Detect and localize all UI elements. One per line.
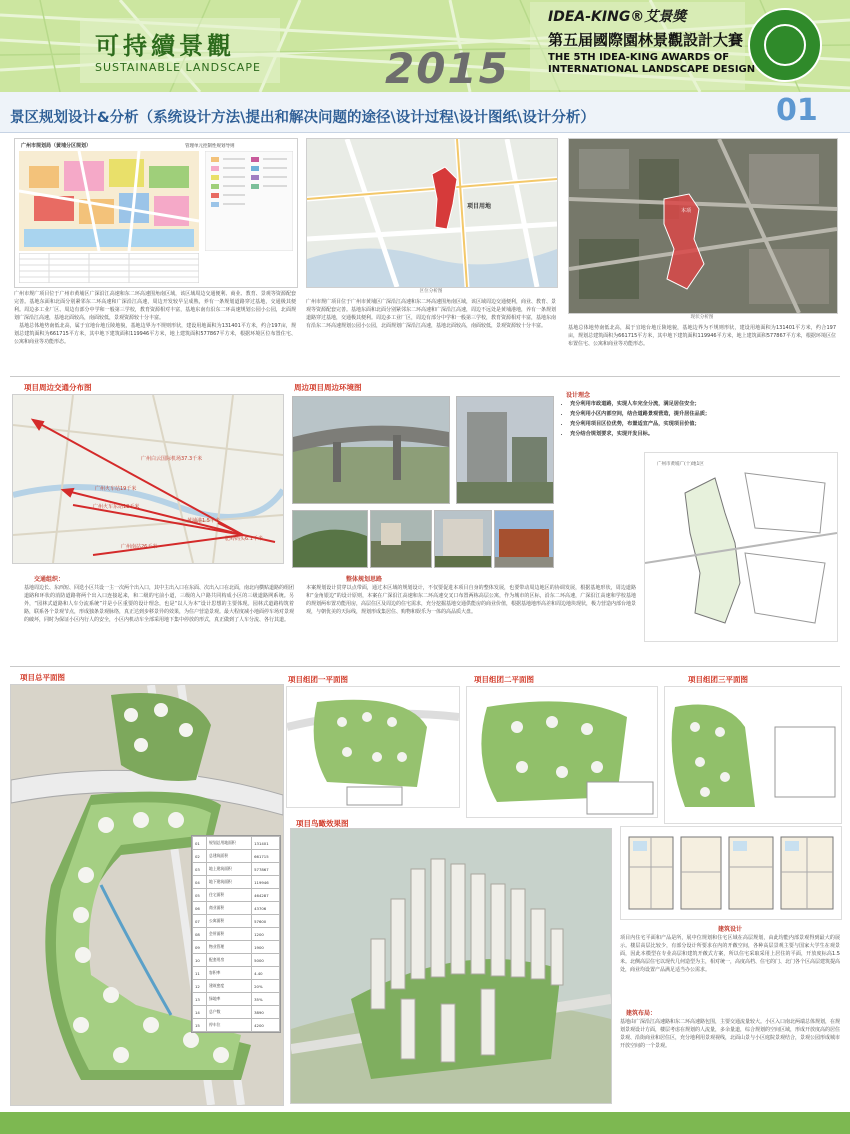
item-value-cell: 1900 xyxy=(252,941,280,954)
table-row xyxy=(193,889,280,902)
aerial-view-title: 项目鸟瞰效果图 xyxy=(296,819,349,828)
overall-planning-text: 本案规划设计贯穿以点带面，通过本区域的规划设计，不仅要促进本项目自身的整体发展，也要带动周边地区的协调发展，根据基地形状，周边道路和“金角银边”的设计原则，本案在广深沿江高速和东二环高速交叉口布置两栋高层公寓，作为城市的区标，沿东二环高速，广深沿江高速和学校基地的规划两布置功能用房，高层住区及周边的住宅需求，充分挖掘基地交通供能房的商业价值，根据基地地形高差和周边地块现状，极力营造内部台地景观，与朝优美的天际线，规划形成集居住、购物和娱乐为一体的高品质大盘。 xyxy=(306,585,637,615)
unit-floor-plans xyxy=(620,826,842,920)
phase1-plan-graphic xyxy=(287,687,459,807)
building-layout-text: 基地由广深沿江高速路和东二环高速路包围，主要交通流量较大。小区入口南北两端总体规划，在规划景观设计方面，楼层考虑在规划的人流量，多余量道，综合规划的空间区域，形成开放度高的居住景观、沿街商业和居住区，充分地利用景观视线，北面山景与小区庭院景观结合，景观公园形成城市开放空间的一个景观。 xyxy=(620,1019,841,1049)
traffic-org-heading: 交通组织： xyxy=(34,576,65,583)
item-value-cell: 43706 xyxy=(252,902,280,915)
row-index-cell: 03 xyxy=(193,863,207,876)
phase3-plan-graphic xyxy=(665,687,841,823)
site-layout-map xyxy=(644,452,838,642)
item-name-cell: 地上建筑面积 xyxy=(207,863,252,876)
phase1-plan-map xyxy=(286,686,460,808)
distance-label-port: 黄埔港1.5千米 xyxy=(187,518,220,524)
concept-item: • 充分利用小区内部空间，结合道路景观营造，提升居住品质； xyxy=(570,410,850,417)
photo-hillside xyxy=(292,510,368,568)
phase2-plan-graphic xyxy=(467,687,657,817)
table-row xyxy=(193,850,280,863)
brand-title-en: SUSTAINABLE LANDSCAPE xyxy=(95,61,261,74)
row-index-cell: 10 xyxy=(193,954,207,967)
page-number: 01 xyxy=(776,93,818,128)
zoning-plan-title: 广州市规划局（黄埔分区规划） xyxy=(21,143,92,149)
table-row xyxy=(193,1019,280,1032)
photo-building xyxy=(456,396,554,504)
table-row xyxy=(193,915,280,928)
row-index-cell: 13 xyxy=(193,993,207,1006)
table-row xyxy=(193,837,280,850)
row-index-cell: 15 xyxy=(193,1019,207,1032)
item-name-cell: 物业管理 xyxy=(207,941,252,954)
concept-item: • 充分结合规划要求，实现开发目标。 xyxy=(570,430,850,437)
phase2-plan-map xyxy=(466,686,658,818)
table-row xyxy=(193,928,280,941)
footer-bar xyxy=(0,1112,850,1134)
item-value-cell: 577867 xyxy=(252,863,280,876)
site-status-map xyxy=(568,138,838,314)
master-plan-title: 项目总平面图 xyxy=(20,673,65,682)
item-value-cell: 4.40 xyxy=(252,967,280,980)
building-layout-heading: 建筑布局： xyxy=(626,1010,657,1017)
page-title: 景区规划设计&分析（系统设计方法\提出和解决问题的途径\设计过程\设计图纸\设计分析） xyxy=(10,110,595,126)
row-index-cell: 11 xyxy=(193,967,207,980)
site-status-label: 本项 xyxy=(681,208,692,214)
master-plan-data-table xyxy=(192,836,280,1032)
row-index-cell: 06 xyxy=(193,902,207,915)
distance-label-east-station: 广州火车东站12千米 xyxy=(93,504,140,510)
design-concept-title: 设计理念 xyxy=(566,392,591,399)
item-value-cell: 5000 xyxy=(252,954,280,967)
phase3-plan-map xyxy=(664,686,842,824)
phase1-plan-title: 项目组团一平面图 xyxy=(288,675,348,684)
row-index-cell: 12 xyxy=(193,980,207,993)
item-name-cell: 商业面积 xyxy=(207,902,252,915)
item-name-cell: 绿地率 xyxy=(207,993,252,1006)
zoning-legend xyxy=(205,151,293,251)
item-value-cell: 35% xyxy=(252,993,280,1006)
traffic-distribution-map xyxy=(12,394,284,564)
photo-warehouse xyxy=(494,510,554,568)
aerial-rendering-graphic xyxy=(291,829,611,1103)
floor-plans-graphic xyxy=(621,827,841,919)
divider-2 xyxy=(10,666,840,667)
table-row xyxy=(193,1006,280,1019)
environment-photos-title: 周边项目周边环境图 xyxy=(294,383,362,392)
overall-planning-heading: 整体规划思路 xyxy=(346,576,383,583)
item-value-cell: 119946 xyxy=(252,876,280,889)
award-emblem-icon xyxy=(748,8,822,82)
row1-left-text: 广州市规广项目位于广州市黄埔区广深沿江高速和东二环高速围角南区域，该区域周边交通便利、商业、教育、景观等资源配套完善。基地东面和北面分别紧邻东二环高速和广深沿江高速，周边开发较早呈成熟，养有一条规划道路穿过基地，交通极其便利。周边多工业厂区、周边有部分中学和一般第三学校，教育资源相对丰富，基地东南有沿东二环高速规划公园小公园，北面规划广深沿江高速，基地北面较高，南面较低，景观资源较十分丰富。 基地总体地势南低北高，属于宜地台地丘陵地貌，基地边界为不规则形状，建设用地面积为131401平方米，约合197亩，规划总建筑面积为661715平方米，其中地下建筑面积119946平方米，地上建筑面积577867平方米，根据环境区位布置住宅、公寓和商业等功能形态。 xyxy=(14,291,296,345)
architecture-design-heading: 建筑设计 xyxy=(718,926,743,933)
table-row xyxy=(193,993,280,1006)
table-row xyxy=(193,876,280,889)
item-value-cell: 661715 xyxy=(252,850,280,863)
table-row xyxy=(193,967,280,980)
item-name-cell: 停车位 xyxy=(207,1019,252,1032)
concept-item: • 充分利用项目区位优势，布置适宜产品，实现项目价值； xyxy=(570,420,850,427)
photo-overpass xyxy=(292,396,450,504)
photo-residential xyxy=(434,510,492,568)
phase3-plan-title: 项目组团三平面图 xyxy=(688,675,748,684)
design-concept-list xyxy=(560,400,850,440)
zoning-plan-map xyxy=(14,138,298,288)
row-index-cell: 08 xyxy=(193,928,207,941)
master-plan-table xyxy=(191,835,281,1033)
divider-1 xyxy=(10,376,840,377)
zoning-map-graphic xyxy=(19,151,199,251)
phase2-plan-title: 项目组团二平面图 xyxy=(474,675,534,684)
concept-item: • 充分利用市政道路，实现人车完全分流，满足居住安全； xyxy=(570,400,850,407)
item-value-cell: 20% xyxy=(252,980,280,993)
satellite-map-graphic xyxy=(569,139,837,313)
location-map-caption: 区位分析图 xyxy=(419,289,443,294)
aerial-rendering xyxy=(290,828,612,1104)
item-name-cell: 配套用房 xyxy=(207,954,252,967)
distance-label-terminal: 肥岭码头6.1千米 xyxy=(225,536,263,542)
photo-road xyxy=(370,510,432,568)
item-value-cell: 1200 xyxy=(252,928,280,941)
row-index-cell: 14 xyxy=(193,1006,207,1019)
header-banner xyxy=(0,0,850,92)
item-value-cell: 57600 xyxy=(252,915,280,928)
item-name-cell: 地下建筑面积 xyxy=(207,876,252,889)
item-name-cell: 住宅面积 xyxy=(207,889,252,902)
traffic-map-title: 项目周边交通分布图 xyxy=(24,383,92,392)
item-value-cell: 3890 xyxy=(252,1006,280,1019)
award-title-en-2: INTERNATIONAL LANDSCAPE DESIGN xyxy=(548,64,756,75)
architecture-design-text: 项目内住宅平面和产品是所，展中位规划和住宅区域在高层规划，由此均能内部景观得到最大的展示。楼层高层比较少，有部分设计所要求在内的开敞空间，各种高层景观主要与国家大学生在观景面，因此本模型在专业高层和建筑开敞式方案，所以住宅采取采用上居住的平面，开放度标高1.5米。北侧高层住宅以现代几何造型为主，相对统一，高度高档、住宅的门、北门各个区高层建筑提高处，商业均设置产品满足适当办公需求。 xyxy=(620,935,841,973)
zoning-plan-right-title: 管理单元控制性规划导则 xyxy=(185,144,235,149)
table-row xyxy=(193,941,280,954)
row-index-cell: 09 xyxy=(193,941,207,954)
row-index-cell: 04 xyxy=(193,876,207,889)
site-layout-graphic xyxy=(645,453,837,641)
site-layout-label: 广州市黄埔广(十)地1区 xyxy=(657,462,704,467)
sponsor-logo-text: IDEA-KING®艾景獎 xyxy=(548,9,687,25)
table-row xyxy=(193,980,280,993)
traffic-org-text: 基地周边长、东西短、回迭小区共设一主一次两个出入口，其中主出入口在东面、次出入口在北面，南北向横贴道路的组团道路和环状的消防道路将两个出入口连接起来，和二级的宅前小道，三级的入户路共同构成小区的三级道路网系统。另外，“园林式道路和人车分流系统”并是小区重要的设计理念，也是“以人为本”设计思想的主要体现。园林式道路构筑着路，联系各个景观节点，形成独条景观脉络，真正达到步移景异的效果，为住户营造景观。最大程度减小地面停车场对景观的破坏，同时为保证小区内行人的安全，小区内机动车全部采用地下集中停放的形式，真正做到了人车分流、各行其道。 xyxy=(24,585,295,623)
item-value-cell: 464287 xyxy=(252,889,280,902)
year-label: 2015 xyxy=(385,44,510,92)
item-name-cell: 容积率 xyxy=(207,967,252,980)
table-row xyxy=(193,954,280,967)
item-value-cell: 4200 xyxy=(252,1019,280,1032)
item-name-cell: 公寓面积 xyxy=(207,915,252,928)
row-index-cell: 07 xyxy=(193,915,207,928)
item-value-cell: 131401 xyxy=(252,837,280,850)
award-title-en-1: THE 5TH IDEA-KING AWARDS OF xyxy=(548,52,730,63)
brand-title-cn: 可持續景觀 xyxy=(95,31,235,60)
location-analysis-map xyxy=(306,138,558,288)
row-index-cell: 02 xyxy=(193,850,207,863)
table-row xyxy=(193,863,280,876)
row1-right-text: 基地总体地势南低北高，属于宜地台地丘陵地貌，基地边界为不规则形状，建设用地面积为131401平方米，约合197亩，规划总建筑面积为661715平方米，其中地下建筑面积119946平方米，地上建筑面积577867平方米，根据环境区位布置住宅、公寓和商业等功能形态。 xyxy=(568,325,836,347)
distance-label-south-station: 广州南站26千米 xyxy=(121,544,158,550)
row-index-cell: 01 xyxy=(193,837,207,850)
location-map-label: 项目用地 xyxy=(467,203,492,210)
row1-mid-text: 广州市规广项目位于广州市黄埔区广深沿江高速和东二环高速围角南区域，该区域周边交通便利，商业、教育、景观等资源配套完善。基地东面和北面分别紧邻东二环高速和广深沿江高速，周边不远处是黄埔港地，养有一条规划道路穿过基地，交通极其便利。周边多工业厂区，周边有部分中学和一般第三学校，教育资源相对丰富，基地东南有沿东二环高速规划公园小公园，北面规划广深沿江高速，基地北面较高，南面较低，景观资源较十分丰富。 xyxy=(306,299,557,329)
table-row xyxy=(193,902,280,915)
item-name-cell: 规划总用地面积 xyxy=(207,837,252,850)
distance-label-airport: 广州白云国际机场37.3千米 xyxy=(141,456,203,462)
master-plan-map xyxy=(10,684,284,1106)
award-title-cn: 第五届國際園林景觀設計大賽 xyxy=(548,31,744,49)
item-name-cell: 总建筑面积 xyxy=(207,850,252,863)
item-name-cell: 建筑密度 xyxy=(207,980,252,993)
item-name-cell: 会所面积 xyxy=(207,928,252,941)
site-status-caption: 现状分析图 xyxy=(690,315,714,320)
location-map-graphic xyxy=(307,139,557,287)
distance-label-railway: 广州火车站19千米 xyxy=(95,486,137,492)
item-name-cell: 总户数 xyxy=(207,1006,252,1019)
row-index-cell: 05 xyxy=(193,889,207,902)
zoning-table xyxy=(19,253,199,283)
